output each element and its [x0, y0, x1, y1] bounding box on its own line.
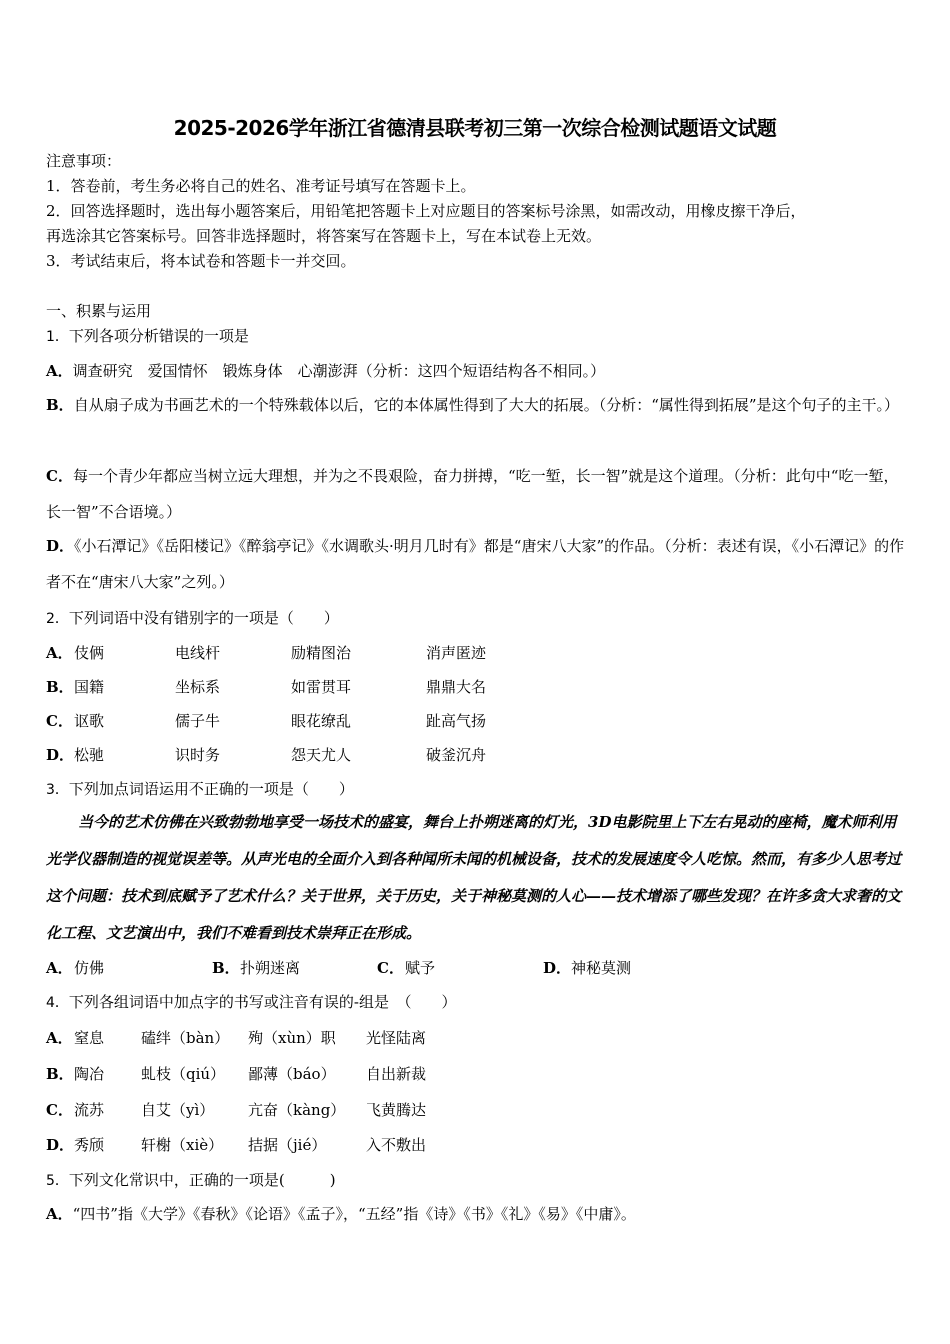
option-word: 窒息 — [74, 1029, 105, 1047]
reading-passage: 当今的艺术仿佛在兴致勃勃地享受一场技术的盛宴，舞台上扑朔迷离的灯光，3D电影院里上下左右晃动的座椅，魔术师利用光学仪器制造的视觉误差等。从声光电的全面介入到各种闻所未闻的机械设备，技术的发展速度令人吃惊。然而，有多少人思考过这个问题：技术到底赋予了艺术什么？关于世界，关于历史，关于神秘莫测的人心——技术增添了哪些发现？在许多贪大求奢的文化工程、文艺演出中，我们不难看到技术崇拜正在形成。 — [46, 813, 902, 942]
option-label: A． — [46, 1205, 73, 1223]
option-word: 电线杆 — [175, 644, 221, 662]
option-text: 赋予 — [405, 959, 436, 977]
option-label: B． — [212, 959, 240, 977]
option-text: 自从扇子成为书画艺术的一个特殊载体以后，它的本体属性得到了大大的拓展。（分析：“属性得到拓展”是这个句子的主干。） — [73, 396, 900, 414]
option-word: 拮据（jié） — [248, 1136, 327, 1154]
question-number: 2． — [46, 611, 69, 627]
page-title: 2025-2026学年浙江省德清县联考初三第一次综合检测试题语文试题 — [173, 116, 777, 140]
option-word: 励精图治 — [291, 644, 352, 662]
option-label: C． — [377, 959, 404, 977]
q1-option-d — [46, 528, 908, 600]
option-word: 破釜沉舟 — [426, 746, 487, 764]
option-label: A． — [46, 362, 73, 380]
q5-option-a — [46, 1204, 636, 1224]
option-label: D． — [46, 537, 75, 555]
section-heading: 一、积累与运用 — [46, 302, 152, 320]
option-label: D． — [46, 1136, 75, 1154]
option-word: 鼎鼎大名 — [426, 678, 487, 696]
option-word: 入不敷出 — [366, 1136, 427, 1154]
option-label: B． — [46, 1065, 74, 1083]
option-text: “四书”指《大学》《春秋》《论语》《孟子》，“五经”指《诗》《书》《礼》《易》《中庸》。 — [72, 1205, 636, 1223]
option-text: 《小石潭记》《岳阳楼记》《醉翁亭记》《水调歌头·明月几时有》都是“唐宋八大家”的作品。（分析：表述有误，《小石潭记》的作者不在“唐宋八大家”之列。） — [46, 537, 905, 591]
option-text: 每一个青少年都应当树立远大理想，并为之不畏艰险，奋力拼搏，“吃一堑，长一智”就是这个道理。（分析：此句中“吃一堑，长一智”不合语境。） — [46, 467, 899, 521]
question-text: 下列各项分析错误的一项是 — [68, 327, 249, 345]
option-word: 儒子牛 — [175, 712, 221, 730]
option-text: 仿佛 — [74, 959, 105, 977]
option-word: 自艾（yì） — [141, 1101, 215, 1119]
option-text: 神秘莫测 — [571, 959, 632, 977]
option-word: 磕绊（bàn） — [141, 1029, 230, 1047]
option-word: 趾高气扬 — [426, 712, 487, 730]
option-word: 殉（xùn）职 — [248, 1029, 336, 1047]
notice-heading: 注意事项： — [46, 152, 122, 170]
option-word: 如雷贯耳 — [291, 678, 352, 696]
q1-option-a — [46, 361, 605, 381]
option-word: 亢奋（kàng） — [248, 1101, 346, 1119]
notice-item: 再选涂其它答案标号。回答非选择题时，将答案写在答题卡上，写在本试卷上无效。 — [46, 227, 602, 245]
question-number: 5． — [46, 1173, 69, 1189]
option-word: 秀颀 — [74, 1136, 105, 1154]
question-5-stem — [46, 1170, 336, 1191]
option-label: C． — [46, 1101, 73, 1119]
option-word: 消声匿迹 — [426, 644, 487, 662]
option-label: D． — [543, 959, 572, 977]
question-text: 下列文化常识中，正确的一项是( ) — [68, 1171, 336, 1189]
notice-item: 1．答卷前，考生务必将自己的姓名、准考证号填写在答题卡上。 — [46, 177, 476, 195]
question-text: 下列各组词语中加点字的书写或注音有误的-组是 （ ） — [68, 993, 457, 1011]
option-word: 飞黄腾达 — [366, 1101, 427, 1119]
option-word: 虬枝（qiú） — [141, 1065, 226, 1083]
option-word: 伎俩 — [74, 644, 105, 662]
question-text: 下列加点词语运用不正确的一项是（ ） — [68, 780, 354, 798]
option-word: 流苏 — [74, 1101, 105, 1119]
option-text: 扑朔迷离 — [240, 959, 301, 977]
option-label: D． — [46, 746, 75, 764]
notice-item: 3．考试结束后，将本试卷和答题卡一并交回。 — [46, 252, 356, 270]
option-word: 松驰 — [74, 746, 105, 764]
q1-option-c — [46, 458, 908, 530]
option-text: 调查研究 爱国情怀 锻炼身体 心潮澎湃（分析：这四个短语结构各不相同。） — [72, 362, 606, 380]
option-word: 陶冶 — [74, 1065, 105, 1083]
q1-option-b — [46, 387, 908, 423]
option-label: C． — [46, 712, 73, 730]
option-word: 怨天尤人 — [291, 746, 352, 764]
option-word: 眼花缭乱 — [291, 712, 352, 730]
option-word: 识时务 — [175, 746, 221, 764]
question-3-stem — [46, 779, 354, 800]
option-word: 光怪陆离 — [366, 1029, 427, 1047]
option-word: 轩榭（xiè） — [141, 1136, 224, 1154]
question-number: 4． — [46, 995, 69, 1011]
question-2-stem — [46, 608, 339, 629]
option-word: 讴歌 — [74, 712, 105, 730]
option-word: 自出新裁 — [366, 1065, 427, 1083]
option-label: C． — [46, 467, 73, 485]
option-word: 鄙薄（báo） — [248, 1065, 336, 1083]
option-label: B． — [46, 396, 74, 414]
question-number: 1． — [46, 329, 69, 345]
question-number: 3． — [46, 782, 69, 798]
option-word: 国籍 — [74, 678, 105, 696]
option-label: B． — [46, 678, 74, 696]
question-4-stem — [46, 992, 457, 1013]
option-word: 坐标系 — [175, 678, 221, 696]
option-label: A． — [46, 959, 73, 977]
notice-item: 2．回答选择题时，选出每小题答案后，用铅笔把答题卡上对应题目的答案标号涂黑，如需改动，用橡皮擦干净后， — [46, 202, 806, 220]
question-text: 下列词语中没有错别字的一项是（ ） — [68, 609, 339, 627]
option-label: A． — [46, 644, 73, 662]
option-label: A． — [46, 1029, 73, 1047]
question-1-stem — [46, 326, 249, 347]
